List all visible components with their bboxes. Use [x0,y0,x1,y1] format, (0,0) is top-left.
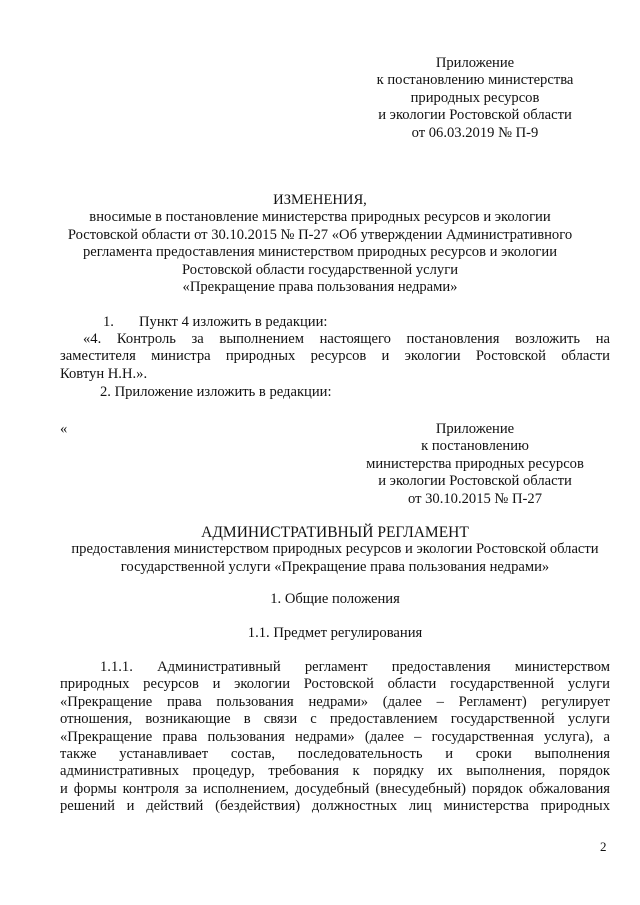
opening-quote-mark: « [60,421,68,437]
item1-quote-line: Ковтун Н.Н.». [60,365,148,382]
item1-quote-line: заместителя министра природных ресурсов и экологии Ростовской области [60,348,610,365]
paragraph-line: также устанавливает состав, последовательность и сроки выполнения [60,746,610,763]
appendix-line: природных ресурсов [410,89,540,106]
paragraph-line: «Прекращение права пользования недрами» (далее – государственная услуга), а [60,728,610,745]
changes-title [60,192,580,296]
regulation-title [45,524,625,576]
header-appendix [340,55,610,142]
appendix-line: и экологии Ростовской области [378,107,572,124]
page-number: 2 [600,839,607,854]
paragraph-line: «Прекращение права пользования недрами» (далее – Регламент) регулирует [60,693,610,710]
changes-title-line: Ростовской области государственной услуги [182,261,458,278]
item2-text: 2. Приложение изложить в редакции: [100,384,332,400]
changes-title-line: Ростовской области от 30.10.2015 № П-27 «Об утверждении Административного [67,226,573,243]
changes-heading: ИЗМЕНЕНИЯ, [273,192,367,208]
paragraph-line: и формы контроля за исполнением, досудебный (внесудебный) порядок обжалования [60,780,610,797]
paragraph-line: отношения, возникающие в связи с предоставлением государственной услуги [60,711,610,728]
inner-appendix-line: и экологии Ростовской области [378,473,572,490]
section-1-title: 1. Общие положения [270,591,400,607]
item1-quote-line: «4. Контроль за выполнением настоящего постановления возложить на [83,331,610,347]
changes-title-line: «Прекращение права пользования недрами» [182,279,458,296]
item1-text: Пункт 4 изложить в редакции: [139,314,328,330]
item1-number: 1. [103,314,114,330]
inner-appendix-line: Приложение [435,421,515,437]
paragraph-line: 1.1.1. Административный регламент предоставления министерством [100,659,610,675]
subsection-1-1-title: 1.1. Предмет регулирования [247,625,423,641]
changes-title-line: регламента предоставления министерством природных ресурсов и экологии [82,244,558,261]
inner-appendix-line: от 30.10.2015 № П-27 [407,490,543,507]
inner-appendix [340,421,610,508]
inner-appendix-line: министерства природных ресурсов [366,455,584,472]
item1-quote [60,331,610,383]
changes-title-line: вносимые в постановление министерства природных ресурсов и экологии [89,209,551,226]
paragraph-line: административных процедур, требования к порядку их выполнения, порядок [60,763,610,780]
regulation-title-line: предоставления министерством природных ресурсов и экологии Ростовской области [71,541,599,558]
regulation-heading: АДМИНИСТРАТИВНЫЙ РЕГЛАМЕНТ [201,524,469,541]
paragraph-line: природных ресурсов и экологии Ростовской области государственной услуги [60,676,610,693]
appendix-line: от 06.03.2019 № П-9 [411,124,539,141]
paragraph-1-1-1 [60,659,610,816]
appendix-line: к постановлению министерства [376,72,574,89]
inner-appendix-line: к постановлению [421,438,529,455]
paragraph-line: решений и действий (бездействия) должностных лиц министерства природных [60,798,610,815]
appendix-line: Приложение [435,55,515,71]
regulation-title-line: государственной услуги «Прекращение права пользования недрами» [120,558,550,575]
